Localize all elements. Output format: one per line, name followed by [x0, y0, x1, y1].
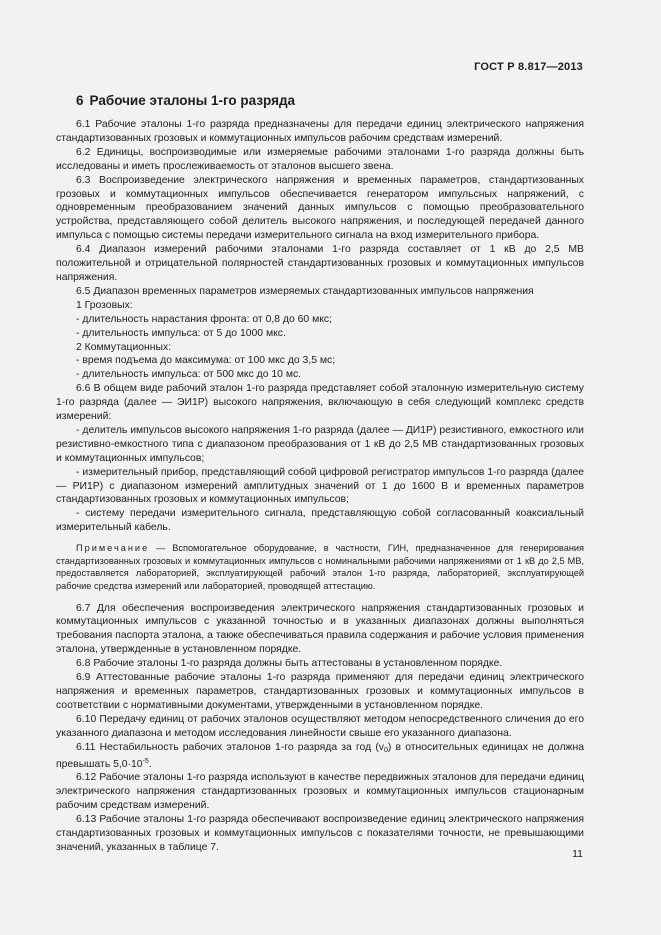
- p611-before: 6.11 Нестабильность рабочих эталонов 1-го разряда за год (v: [76, 741, 384, 753]
- paragraph: 6.9 Аттестованные рабочие эталоны 1-го разряда применяют для передачи единиц электрического напряжения и временных параметров, стандартизованных грозовых и коммутационных импульсов в соответствии с нормативными документами, утвержденными в установленном порядке.: [56, 672, 584, 711]
- list-item: 1 Грозовых:: [76, 299, 133, 311]
- section-title: Рабочие эталоны 1-го разряда: [89, 93, 296, 108]
- paragraph: 6.7 Для обеспечения воспроизведения электрического напряжения стандартизованных грозовых и коммутационных импульсов с указанной точностью и в указанных диапазонах должны выполняться требования паспорта эталона, а также обеспечиваться правила содержания и рабочие условия применения эталона, утвержденные в установленном порядке.: [56, 602, 584, 656]
- paragraph: 6.10 Передачу единиц от рабочих эталонов осуществляют методом непосредственного сличения до его указанного диапазона и методом исследования линейности свыше его указанного диапазона.: [56, 713, 584, 739]
- note-text: — Вспомогательное оборудование, в частности, ГИН, предназначенное для генерирования стандартизованных грозовых и коммутационных импульсов с номинальными рабочими напряжениями от 1 кВ до 2,5 МВ, предоставляется лабораторией, эксплуатирующей рабочий эталон 1-го разряда, лабораторией, эксплуатирующей рабочие средства измерений или лабораторией, проводящей аттестацию.: [56, 543, 584, 591]
- paragraph: [56, 741, 584, 772]
- p611-subscript: 0: [383, 746, 388, 754]
- note: [56, 542, 584, 592]
- page-number: 11: [572, 848, 583, 860]
- paragraph: 6.13 Рабочие эталоны 1-го разряда обеспечивают воспроизведение единиц электрического напряжения стандартизованных грозовых и коммутационных импульсов с показателями точности, не превышающими значений, указанных в таблице 7.: [56, 814, 584, 853]
- paragraph: 6.1 Рабочие эталоны 1-го разряда предназначены для передачи единиц электрического напряжения стандартизованных грозовых и коммутационных импульсов рабочим средствам измерений.: [56, 119, 584, 144]
- paragraph: 6.2 Единицы, воспроизводимые или измеряемые рабочими эталонами 1-го разряда должны быть исследованы и иметь прослеживаемость от эталонов высшего звена.: [56, 146, 584, 172]
- list-item: 2 Коммутационных:: [76, 341, 172, 353]
- paragraph: 6.4 Диапазон измерений рабочими эталонами 1-го разряда составляет от 1 кВ до 2,5 МВ положительной и отрицательной полярностей стандартизованных грозовых и коммутационных импульсов напряжения.: [56, 244, 584, 283]
- list-item: - длительность импульса: от 5 до 1000 мкс.: [76, 327, 286, 339]
- paragraph: 6.8 Рабочие эталоны 1-го разряда должны быть аттестованы в установленном порядке.: [76, 658, 503, 670]
- p611-after: .: [148, 758, 152, 770]
- document-code: ГОСТ Р 8.817—2013: [474, 61, 583, 73]
- p611-superscript: -5: [142, 757, 149, 765]
- list-item: - длительность импульса: от 500 мкс до 10 мс.: [76, 369, 302, 381]
- paragraph: 6.6 В общем виде рабочий эталон 1-го разряда представляет собой эталонную измерительную систему 1-го разряда (далее — ЭИ1Р) высокого напряжения, включающую в себя следующий комплекс средств измерений:: [56, 383, 584, 423]
- section-heading: [76, 92, 584, 110]
- section-number: 6: [76, 93, 84, 108]
- document-body: [56, 92, 584, 855]
- paragraph: 6.12 Рабочие эталоны 1-го разряда используют в качестве передвижных эталонов для передачи единиц электрического напряжения стандартизованных грозовых и коммутационных импульсов стационарным рабочим средствам измерений.: [56, 772, 584, 812]
- note-label: Примечание: [76, 543, 150, 554]
- paragraph: 6.3 Воспроизведение электрического напряжения и временных параметров, стандартизованных грозовых и коммутационных импульсов обеспечивается генератором импульсных напряжений, с одновременным преобразованием значений данных импульсов с помощью преобразовательного устройства, представляющего собой делитель высокого напряжения, и последующей передачей данного импульса с помощью системы передачи измерительного сигнала на вход измерительного прибора.: [56, 174, 584, 242]
- p611-middle: ) в относительных единицах не должна превышать 5,0·10: [56, 741, 584, 770]
- list-item: - длительность нарастания фронта: от 0,8 до 60 мкс;: [76, 313, 332, 325]
- list-item: - время подъема до максимума: от 100 мкс до 3,5 мс;: [76, 355, 336, 367]
- paragraph: 6.5 Диапазон временных параметров измеряемых стандартизованных импульсов напряжения: [76, 285, 534, 297]
- list-item: - систему передачи измерительного сигнала, представляющую собой согласованный коаксиальный измерительный кабель.: [56, 508, 584, 534]
- list-item: - делитель импульсов высокого напряжения 1-го разряда (далее — ДИ1Р) резистивного, емкостного или резистивно-емкостного типа с диапазоном преобразования от 1 кВ до 2,5 МВ стандартизованных грозовых и коммутационных импульсов;: [56, 424, 584, 464]
- list-item: - измерительный прибор, представляющий собой цифровой регистратор импульсов 1-го разряда (далее — РИ1Р) с диапазоном измерений амплитудных значений от 1 до 1600 В и временных параметров стандартизованных грозовых и коммутационных импульсов;: [56, 466, 584, 506]
